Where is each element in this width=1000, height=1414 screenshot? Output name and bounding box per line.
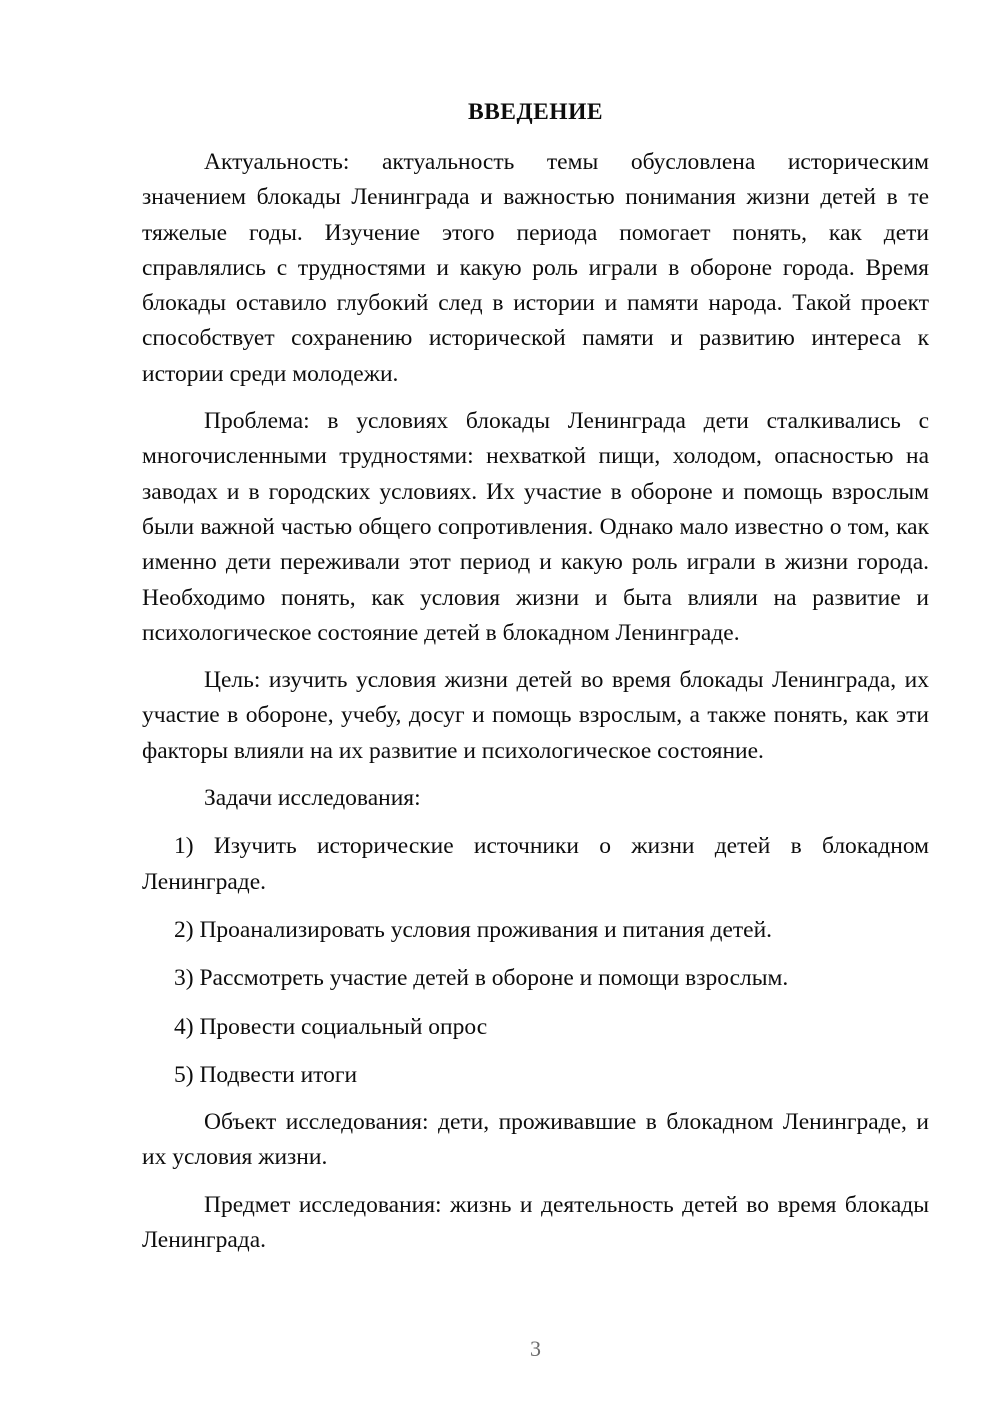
section-title: ВВЕДЕНИЕ [467,99,604,125]
task-item-5: 5) Подвести итоги [174,1061,358,1088]
task-item-3: 3) Рассмотреть участие детей в обороне и помощи взрослым. [174,965,789,992]
task-item-1: 1) Изучить исторические источники о жизни детей в блокадном Ленинграде. [142,833,929,895]
paragraph-object: Объект исследования: дети, проживавшие в блокадном Ленинграде, и их условия жизни. [142,1109,929,1171]
paragraph-relevance: Актуальность: актуальность темы обусловлена историческим значением блокады Ленинграда и важностью понимания жизни детей в те тяжелые годы. Изучение этого периода помогает понять, как дети справлялись с трудностями и какую роль играли в обороне города. Время блокады оставило глубокий след в истории и памяти народа. Такой проект способствует сохранению исторической памяти и развитию интереса к истории среди молодежи. [142,149,929,387]
paragraph-subject: Предмет исследования: жизнь и деятельность детей во время блокады Ленинграда. [142,1191,929,1254]
task-item-2: 2) Проанализировать условия проживания и питания детей. [174,916,773,943]
page-number: 3 [530,1336,541,1361]
paragraph-goal: Цель: изучить условия жизни детей во время блокады Ленинграда, их участие в обороне, учебу, досуг и помощь взрослым, а также понять, как эти факторы влияли на их развитие и психологическое состояние. [142,667,929,764]
paragraph-problem: Проблема: в условиях блокады Ленинграда дети сталкивались с многочисленными трудностями: нехваткой пищи, холодом, опасностью на заводах и в городских условиях. Их участие в обороне и помощь взрослым были важной частью общего сопротивления. Однако мало известно о том, как именно дети переживали этот период и какую роль играли в жизни города. Необходимо понять, как условия жизни и быта влияли на развитие и психологическое состояние детей в блокадном Ленинграде. [142,408,929,646]
task-item-4: 4) Провести социальный опрос [174,1013,488,1040]
tasks-heading: Задачи исследования: [204,785,421,812]
page-content [142,95,929,1258]
